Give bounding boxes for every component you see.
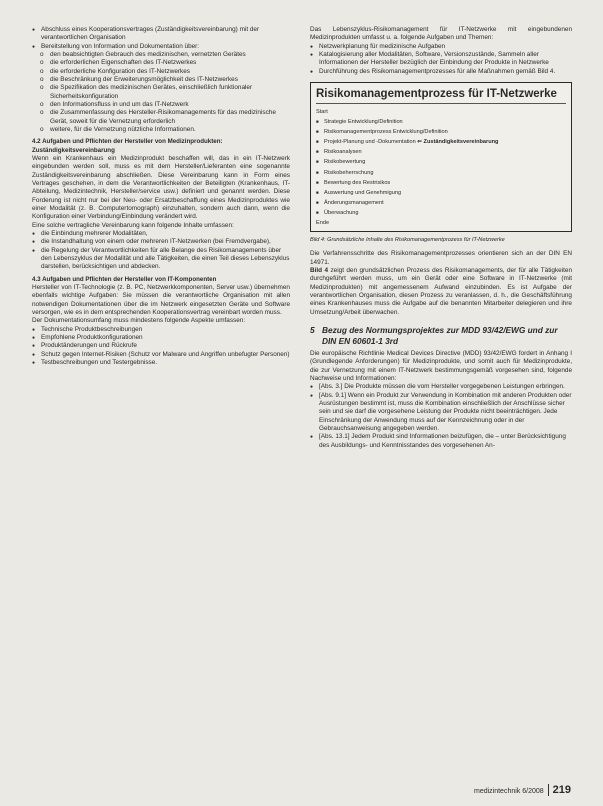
paragraph [310,267,572,317]
journal-name: medizintechnik 6/2008 [473,788,544,795]
section-heading-4-3: 4.3 Aufgaben und Pflichten der Hersteller von IT-Komponenten [32,275,217,283]
process-step: ■ Änderungsmanagement [316,198,566,208]
sub-item-list [32,51,290,134]
list-item: ● die Einbindung mehrerer Modalitäten, [32,230,290,238]
process-step: ■ Strategie Entwicklung/Definition [316,117,566,127]
list-item: ● [Abs. 3.] Die Produkte müssen die vom Hersteller vorgegebenen Leistungen erbringen. [310,383,572,391]
list-item: ● die Regelung der Verantwortlichkeiten für alle Belange des Risikomanagements über den Lebenszyklus der Modalität und alle Tätigkeiten, die einen Teil dieses Lebenszyklus darstellen, berücksichtigen und abdecken. [32,247,290,272]
page-footer [474,784,571,798]
list-item: ● [Abs. 13.1] Jedem Produkt sind Informationen beizufügen, die – unter Berücksichtigung des Ausbildungs- und Kenntnisstandes des vorgesehenen An- [310,433,572,450]
page-number: 219 [548,784,571,796]
process-step-list [316,117,566,218]
list-item: o die erforderliche Konfiguration des IT-Netzwerkes [32,68,290,76]
paragraph: Der Dokumentationsumfang muss mindestens folgende Aspekte umfassen: [32,317,246,325]
process-step: ■ Überwachung [316,208,566,218]
figure-caption: Bild 4: Grundsätzliche Inhalte des Risikomanagementprozess für IT-Netzwerke [310,237,505,243]
section-number: 5 [310,325,315,336]
list-item: ● Bereitstellung von Information und Dokumentation über: [32,43,290,51]
right-column [310,26,572,450]
section-title: Bezug des Normungsprojektes zur MDD 93/42/EWG und zur DIN EN 60601-1 3rd [322,325,558,346]
process-step: ■ Risikobeherrschung [316,168,566,178]
paragraph: Die europäische Richtlinie Medical Devices Directive (MDD) 93/42/EWG fordert in Anhang I (Grundlegende Anforderungen) für Medizinprodukte, und somit auch für Medizinprodukte, die zur Vernetzung mit einem IT-Netzwerk bestimmungsgemäß vorgesehen sind, folgende Nachweise und Informationen: [310,349,572,382]
process-step-label: Projekt-Planung und -Dokumentation [324,139,416,146]
paragraph-text: zeigt den grundsätzlichen Prozess des Risikomanagements, der für alle Tätigkeiten durchgeführt werden muss, um ein Gerät oder eine Software in IT-Netzwerke (mit Medizinprodukten) mit angemessenem Aufwand einzubinden. Es ist Aufgabe der verantwortlichen Organisation, diesen Prozess zu veranlassen, d. h., die Geschäftsführung eines Krankenhauses muss die Aufgabe auf die benannten Mitarbeiter delegieren und ihre Umsetzung/Arbeit überwachen. [310,267,572,316]
process-step: ■ Bewertung des Restrisikos [316,178,566,188]
list-item: ● die Instandhaltung von einem oder mehreren IT-Netzwerken (bei Fremdvergabe), [32,238,290,246]
bullet-list-4-3 [32,326,290,368]
figure-reference: Bild 4 [310,267,329,275]
list-item: ● Schutz gegen Internet-Risiken (Schutz vor Malware und Angriffen unbefugter Personen) [32,351,290,359]
process-step: ■ Risikobewertung [316,157,566,167]
list-item: ● Empfohlene Produktkonfigurationen [32,334,290,342]
top-bullet-list [32,26,290,51]
paragraph: Eine solche vertragliche Vereinbarung kann folgende Inhalte umfassen: [32,221,234,229]
paragraph: Hersteller von IT-Technologie (z. B. PC, Netzwerkkomponenten, Server usw.) übernehmen ebenfalls wichtige Aufgaben: Sie müssen die verantwortliche Organisation mit allen notwendigen Dokumentationen über die im Netzwerk eingesetzten Geräte und Software versorgen, wie es in dem entsprechenden Kooperationsvertrag vereinbart worden muss. [32,283,290,316]
responsibility-agreement-note: ⇐ Zuständigkeitsvereinbarung [417,139,499,146]
intro-bullet-list [310,43,572,76]
section-heading-4-2: 4.2 Aufgaben und Pflichten der Hersteller von Medizinprodukten: Zuständigkeitsvereinbarung [32,138,223,154]
section-heading-5 [310,325,572,346]
list-item: o die Spezifikation des medizinischen Gerätes, einschließlich funktionaler Sicherheitskonfiguration [32,84,290,101]
list-item: ● Netzwerkplanung für medizinische Aufgaben [310,43,572,51]
list-item: o weitere, für die Vernetzung nützliche Informationen. [32,126,290,134]
process-step: ■ Risikomanagementprozess Entwicklung/Definition [316,127,566,137]
list-item: ● Produktänderungen und Rückrufe [32,342,290,350]
list-item: o den beabsichtigten Gebrauch des medizinischen, vernetzten Gerätes [32,51,290,59]
list-item: o den Informationsfluss in und um das IT-Netzwerk [32,101,290,109]
list-item: ● Durchführung des Risikomanagementprozesses für alle Maßnahmen gemäß Bild 4. [310,68,572,76]
list-item: ● Technische Produktbeschreibungen [32,326,290,334]
process-step: ■ Auswertung und Genehmigung [316,188,566,198]
left-column [32,26,290,367]
list-item: ● Testbeschreibungen und Testergebnisse. [32,359,290,367]
paragraph: Das Lebenszyklus-Risikomanagement für IT-Netzwerke mit eingebundenen Medizinprodukten umfasst u. a. folgende Aufgaben und Themen: [310,26,572,42]
figure-title: Risikomanagementprozess für IT-Netzwerke [316,87,566,104]
process-end-label: Ende [316,220,330,226]
process-start-label: Start [316,109,328,116]
paragraph: Die Verfahrensschritte des Risikomanagementprozesses orientieren sich an der DIN EN 14971. [310,250,572,266]
list-item: o die erforderlichen Eigenschaften des IT-Netzwerkes [32,59,290,67]
process-step: ■ Risikoanalysen [316,147,566,157]
list-item: ● Katalogisierung aller Modalitäten, Software, Versionszustände, Sammeln aller Informationen der Hersteller bezüglich der Einbindung der Produkte in Netzwerke [310,51,572,68]
list-item: ● [Abs. 9.1] Wenn ein Produkt zur Verwendung in Kombination mit anderen Produkten oder Ausrüstungen bestimmt ist, muss die Kombination einschließlich der Anschlüsse sicher sein und sie darf die vorgesehene Leistung der Produkte nicht beeinträchtigen. Jede Einschränkung der Anwendung muss auf der Kennzeichnung oder in der Gebrauchsanweisung angegeben werden. [310,392,572,434]
process-step [316,137,566,147]
list-item: ● Abschluss eines Kooperationsvertrages (Zuständigkeitsvereinbarung) mit der verantwortlichen Organisation [32,26,290,43]
section-5-bullet-list [310,383,572,450]
list-item: o die Zusammenfassung des Hersteller-Risikomanagements für das medizinische Gerät, soweit für die Vernetzung erforderlich [32,109,290,126]
paragraph: Wenn ein Krankenhaus ein Medizinprodukt beschaffen will, das in ein IT-Netzwerk eingebunden werden soll, muss es mit dem Hersteller/Lieferanten eine sogenannte Zuständigkeitsvereinbarung abschließen. Diese Vereinbarung kann in Form eines Vertrages geschehen, in dem die Verantwortlichkeiten der Beteiligten (Krankenhaus, IT-Abteilung, Medizintechnik, Hersteller/service usw.) definiert und genannt werden. Diese Forderung ist nicht nur bei der Neu- oder Ersatzbeschaffung eines Medizinproduktes wie einer Modalität (z. B. Computertomograph) einzuhalten, sondern auch dann, wenn die Konfiguration einer Verbindung/Einbindung verändert wird. [32,154,290,221]
risk-process-figure-box [310,82,572,232]
bullet-list-4-2 [32,230,290,272]
list-item: o die Beschränkung der Erweiterungsmöglichkeit des IT-Netzwerkes [32,76,290,84]
